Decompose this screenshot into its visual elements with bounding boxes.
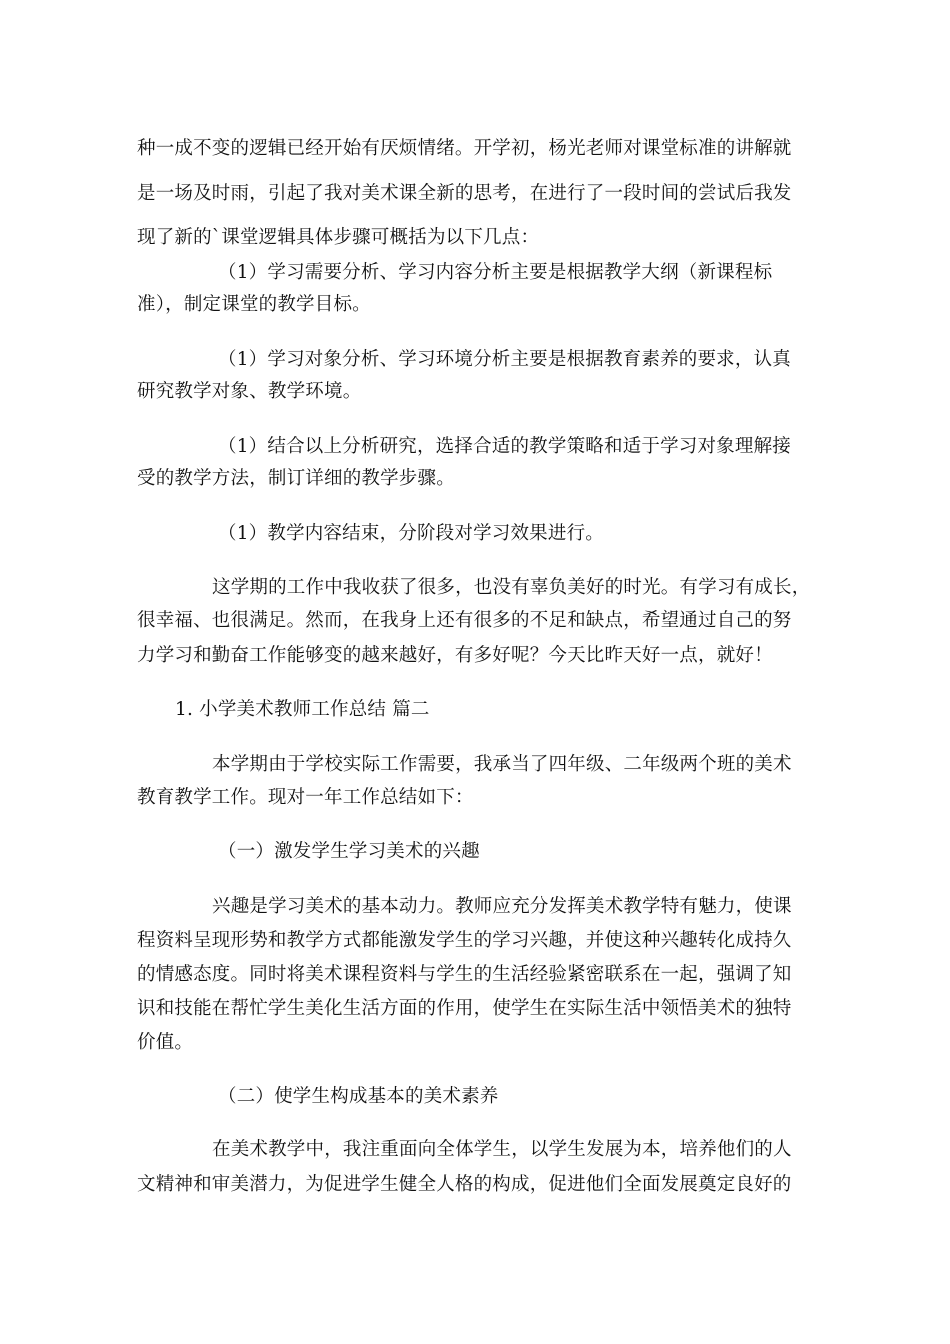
- text-line: 很幸福、也很满足。然而，在我身上还有很多的不足和缺点，希望通过自己的努: [137, 610, 792, 631]
- text-line: 价值。: [137, 1032, 194, 1053]
- text-line: 程资料呈现形势和教学方式都能激发学生的学习兴趣，并使这种兴趣转化成持久: [137, 930, 792, 951]
- text-line: 本学期由于学校实际工作需要，我承当了四年级、二年级两个班的美术: [212, 754, 792, 775]
- text-line: 力学习和勤奋工作能够变的越来越好，有多好呢？今天比昨天好一点，就好！: [137, 645, 773, 666]
- text-line: 识和技能在帮忙学生美化生活方面的作用，使学生在实际生活中领悟美术的独特: [137, 998, 792, 1019]
- text-line: （1）结合以上分析研究，选择合适的教学策略和适于学习对象理解接: [218, 436, 791, 457]
- text-line: 教育教学工作。现对一年工作总结如下：: [137, 787, 474, 808]
- subsection-heading: （一）激发学生学习美术的兴趣: [218, 841, 480, 862]
- text-line: 现了新的`课堂逻辑具体步骤可概括为以下几点：: [137, 227, 540, 248]
- text-line: 兴趣是学习美术的基本动力。教师应充分发挥美术教学特有魅力，使课: [212, 896, 792, 917]
- text-line: 的情感态度。同时将美术课程资料与学生的生活经验紧密联系在一起，强调了知: [137, 964, 792, 985]
- text-line: 在美术教学中，我注重面向全体学生，以学生发展为本，培养他们的人: [212, 1139, 792, 1160]
- text-line: （1）学习需要分析、学习内容分析主要是根据教学大纲（新课程标: [218, 262, 773, 283]
- section-heading: 1. 小学美术教师工作总结 篇二: [175, 699, 430, 720]
- text-line: （1）教学内容结束，分阶段对学习效果进行。: [218, 523, 604, 544]
- text-line: （1）学习对象分析、学习环境分析主要是根据教育素养的要求，认真: [218, 349, 791, 370]
- text-line: 受的教学方法，制订详细的教学步骤。: [137, 468, 455, 489]
- text-line: 文精神和审美潜力，为促进学生健全人格的构成，促进他们全面发展奠定良好的: [137, 1174, 792, 1195]
- text-line: 这学期的工作中我收获了很多，也没有辜负美好的时光。有学习有成长，: [212, 577, 811, 598]
- text-line: 研究教学对象、教学环境。: [137, 381, 362, 402]
- text-line: 是一场及时雨，引起了我对美术课全新的思考，在进行了一段时间的尝试后我发: [137, 183, 792, 204]
- subsection-heading: （二）使学生构成基本的美术素养: [218, 1086, 499, 1107]
- text-line: 准），制定课堂的教学目标。: [137, 294, 371, 315]
- text-line: 种一成不变的逻辑已经开始有厌烦情绪。开学初，杨光老师对课堂标准的讲解就: [137, 138, 792, 159]
